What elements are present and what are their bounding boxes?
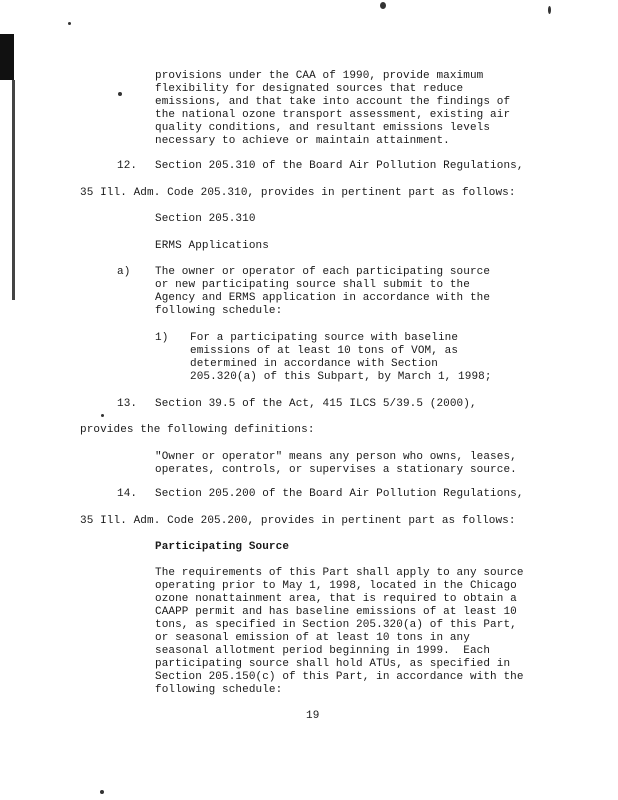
scan-speck <box>548 6 551 14</box>
scan-edge-mark <box>0 34 14 80</box>
text-line: participating source shall hold ATUs, as specified in <box>155 658 511 670</box>
text-line: the national ozone transport assessment, existing air <box>155 109 511 121</box>
text-line: CAAPP permit and has baseline emissions of at least 10 <box>155 606 517 618</box>
text-line: 35 Ill. Adm. Code 205.200, provides in pertinent part as follows: <box>80 515 516 527</box>
text-line: quality conditions, and resultant emissions levels <box>155 122 491 134</box>
text-line: provides the following definitions: <box>80 424 315 436</box>
subheading: Participating Source <box>155 541 290 553</box>
quote-line: "Owner or operator" means any person who owns, leases, <box>155 451 517 463</box>
paragraph-number: 13. <box>117 398 138 410</box>
text-line: The owner or operator of each participating source <box>155 266 491 278</box>
text-line: ozone nonattainment area, that is required to obtain a <box>155 593 517 605</box>
text-line: following schedule: <box>155 684 283 696</box>
text-line: following schedule: <box>155 305 283 317</box>
text-line: emissions of at least 10 tons of VOM, as <box>190 345 459 357</box>
text-line: Section 39.5 of the Act, 415 ILCS 5/39.5 (2000), <box>155 398 477 410</box>
text-line: determined in accordance with Section <box>190 358 438 370</box>
text-line: seasonal allotment period beginning in 1999. Each <box>155 645 491 657</box>
paragraph-number: 12. <box>117 160 138 172</box>
text-line: emissions, and that take into account the findings of <box>155 96 511 108</box>
section-heading: Section 205.310 <box>155 213 256 225</box>
page-number: 19 <box>306 710 320 722</box>
text-line: operating prior to May 1, 1998, located in the Chicago <box>155 580 517 592</box>
text-line: 205.320(a) of this Subpart, by March 1, 1998; <box>190 371 492 383</box>
scan-speck <box>101 414 104 417</box>
scan-speck <box>380 2 386 9</box>
scan-speck <box>118 92 122 96</box>
subheading: ERMS Applications <box>155 240 269 252</box>
scan-speck <box>68 22 71 25</box>
text-line: tons, as specified in Section 205.320(a) of this Part, <box>155 619 517 631</box>
item-label: 1) <box>155 332 169 344</box>
text-line: or seasonal emission of at least 10 tons in any <box>155 632 470 644</box>
scan-edge-line <box>12 80 15 300</box>
text-line: Section 205.200 of the Board Air Pollution Regulations, <box>155 488 524 500</box>
paragraph-number: 14. <box>117 488 138 500</box>
quote-line: operates, controls, or supervises a stationary source. <box>155 464 517 476</box>
text-line: Section 205.310 of the Board Air Pollution Regulations, <box>155 160 524 172</box>
text-line: The requirements of this Part shall apply to any source <box>155 567 524 579</box>
text-line: Agency and ERMS application in accordance with the <box>155 292 491 304</box>
text-line: provisions under the CAA of 1990, provide maximum <box>155 70 484 82</box>
text-line: For a participating source with baseline <box>190 332 459 344</box>
item-label: a) <box>117 266 131 278</box>
text-line: 35 Ill. Adm. Code 205.310, provides in pertinent part as follows: <box>80 187 516 199</box>
text-line: or new participating source shall submit to the <box>155 279 470 291</box>
text-line: necessary to achieve or maintain attainment. <box>155 135 450 147</box>
text-line: flexibility for designated sources that reduce <box>155 83 464 95</box>
text-line: Section 205.150(c) of this Part, in accordance with the <box>155 671 524 683</box>
scan-speck <box>100 790 104 794</box>
